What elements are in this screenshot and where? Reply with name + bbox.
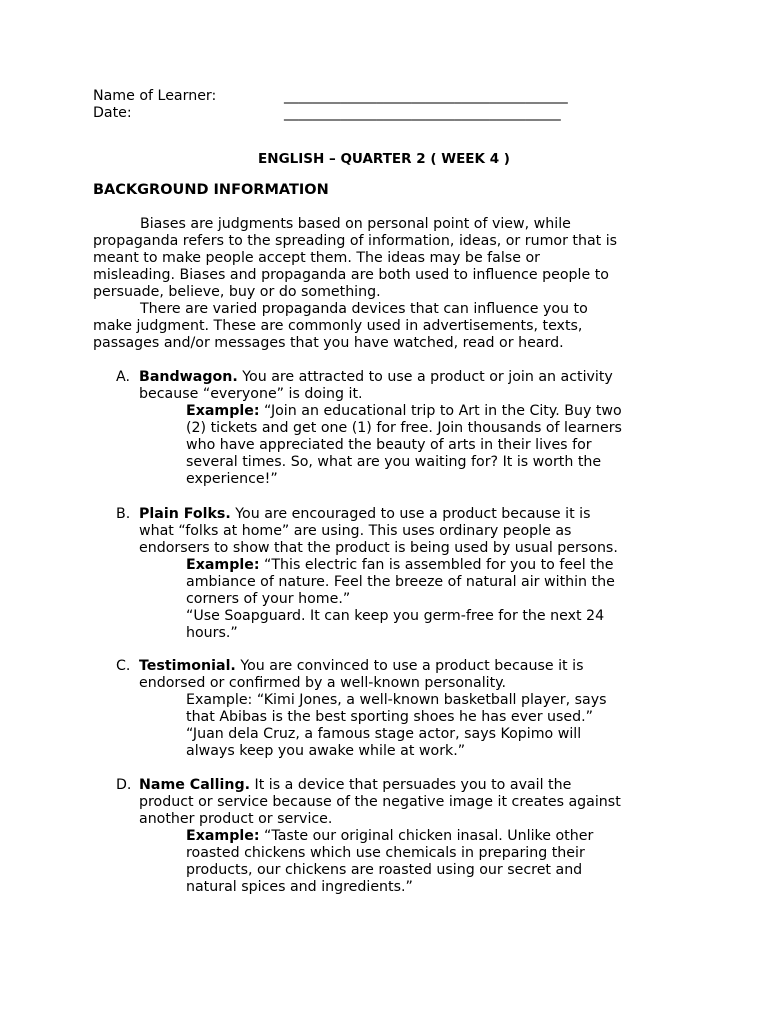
name-of-learner-blank[interactable]: ________________________________________ [284, 88, 568, 104]
definition-text: It is a device that persuades you to avail the [250, 777, 572, 793]
intro-line: meant to make people accept them. The ideas may be false or [93, 250, 540, 266]
definition-text: another product or service. [139, 811, 333, 827]
definition-text: endorsed or confirmed by a well-known personality. [139, 675, 507, 691]
list-letter: C. [116, 658, 131, 674]
date-label: Date: [93, 105, 132, 121]
intro-line: persuade, believe, buy or do something. [93, 284, 381, 300]
list-item-body [139, 658, 699, 760]
intro-line: make judgment. These are commonly used in advertisements, texts, [93, 318, 583, 334]
intro-line: Biases are judgments based on personal point of view, while [140, 216, 571, 232]
example-text: products, our chickens are roasted using our secret and [186, 862, 583, 878]
term-bold: Testimonial. [139, 658, 236, 674]
example-text: always keep you awake while at work.” [186, 743, 466, 759]
intro-line: passages and/or messages that you have watched, read or heard. [93, 335, 564, 351]
name-of-learner-row [93, 88, 568, 105]
intro-line: propaganda refers to the spreading of information, ideas, or rumor that is [93, 233, 618, 249]
definition-text: product or service because of the negative image it creates against [139, 794, 621, 810]
section-heading: BACKGROUND INFORMATION [93, 182, 329, 198]
example-text: experience!” [186, 471, 278, 487]
example-text: ambiance of nature. Feel the breeze of natural air within the [186, 574, 615, 590]
example-text: Example: “Kimi Jones, a well-known basketball player, says [186, 692, 607, 708]
example-text: “Use Soapguard. It can keep you germ-free for the next 24 [186, 608, 605, 624]
intro-line: misleading. Biases and propaganda are both used to influence people to [93, 267, 609, 283]
list-item-body [139, 369, 699, 488]
definition-text: endorsers to show that the product is being used by usual persons. [139, 540, 618, 556]
example-label: Example: [186, 828, 260, 844]
example-text: “Juan dela Cruz, a famous stage actor, says Kopimo will [186, 726, 582, 742]
example-text: hours.” [186, 625, 238, 641]
example-text: roasted chickens which use chemicals in preparing their [186, 845, 585, 861]
date-row [93, 105, 561, 122]
example-text: “Join an educational trip to Art in the City. Buy two [259, 403, 622, 419]
term-bold: Name Calling. [139, 777, 251, 793]
document-title: ENGLISH – QUARTER 2 ( WEEK 4 ) [258, 151, 510, 167]
term-bold: Plain Folks. [139, 506, 231, 522]
example-text: that Abibas is the best sporting shoes he has ever used.” [186, 709, 594, 725]
example-label: Example: [186, 557, 260, 573]
name-of-learner-label: Name of Learner: [93, 88, 217, 104]
definition-text: what “folks at home” are using. This uses ordinary people as [139, 523, 572, 539]
definition-text: You are encouraged to use a product because it is [230, 506, 591, 522]
intro-text [93, 216, 683, 352]
intro-line: There are varied propaganda devices that can influence you to [140, 301, 588, 317]
list-letter: A. [116, 369, 130, 385]
example-text: natural spices and ingredients.” [186, 879, 413, 895]
definition-text: because “everyone” is doing it. [139, 386, 363, 402]
list-letter: B. [116, 506, 131, 522]
example-text: (2) tickets and get one (1) for free. Join thousands of learners [186, 420, 622, 436]
example-text: several times. So, what are you waiting for? It is worth the [186, 454, 602, 470]
list-letter: D. [116, 777, 132, 793]
example-text: “Taste our original chicken inasal. Unlike other [259, 828, 594, 844]
term-bold: Bandwagon. [139, 369, 238, 385]
definition-text: You are convinced to use a product because it is [235, 658, 584, 674]
date-blank[interactable]: _______________________________________ [284, 105, 561, 121]
list-item-body [139, 506, 699, 642]
definition-text: You are attracted to use a product or join an activity [237, 369, 613, 385]
list-item-body [139, 777, 699, 896]
example-text: corners of your home.” [186, 591, 351, 607]
example-text: “This electric fan is assembled for you to feel the [259, 557, 614, 573]
example-label: Example: [186, 403, 260, 419]
example-text: who have appreciated the beauty of arts in their lives for [186, 437, 592, 453]
